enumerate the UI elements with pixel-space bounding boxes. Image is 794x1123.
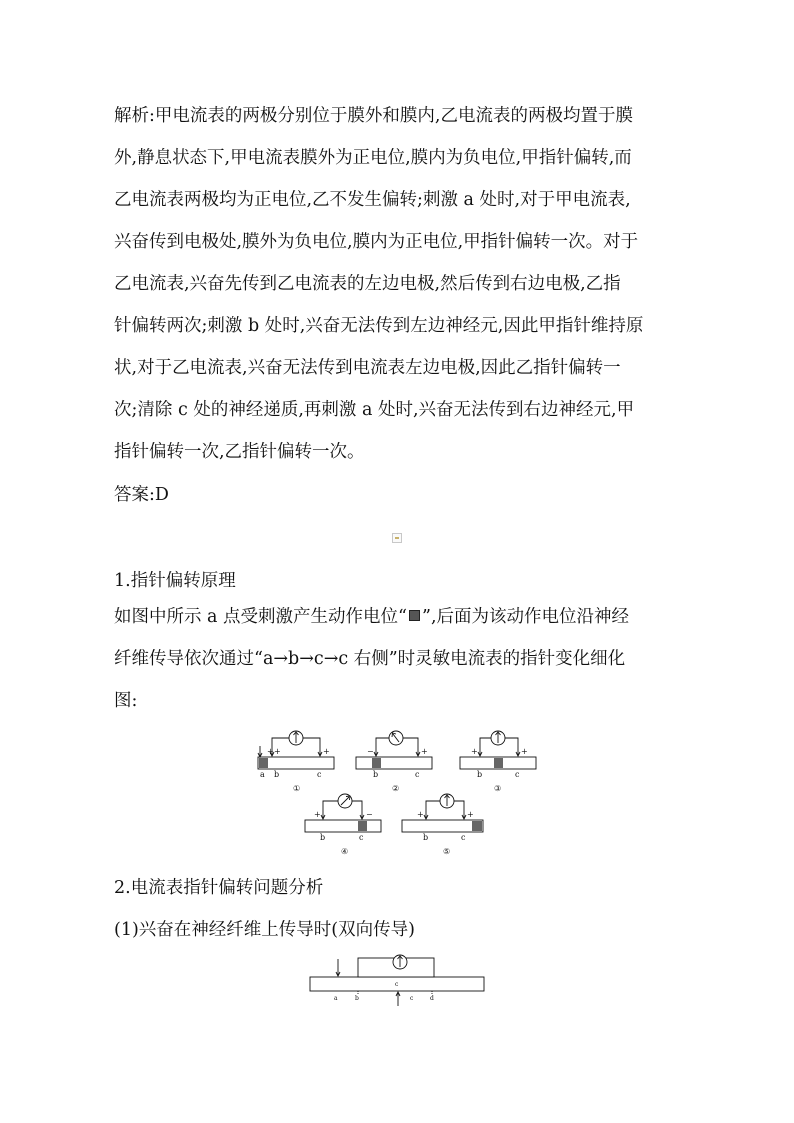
label-b: b [320,833,326,842]
label-c: c [461,833,466,842]
label-b: b [274,770,280,779]
label-b: b [423,833,429,842]
label-c: c [415,770,420,779]
section1-line: 纤维传导依次通过“a→b→c→c 右侧”时灵敏电流表的指针变化细化 [114,649,626,669]
section-heading-2: 2.电流表指针偏转问题分析 [114,878,324,898]
analysis-line: 解析:甲电流表的两极分别位于膜外和膜内,乙电流表的两极均置于膜 [114,106,633,126]
analysis-line: 兴奋传到电极处,膜外为负电位,膜内为正电位,甲指针偏转一次。对于 [114,232,639,252]
answer-text: 答案:D [114,485,169,505]
analysis-line: 外,静息状态下,甲电流表膜外为正电位,膜内为负电位,甲指针偏转,而 [114,148,632,168]
panel-label: ⑤ [443,847,451,856]
analysis-line: 乙电流表,兴奋先传到乙电流表的左边电极,然后传到右边电极,乙指 [114,274,621,294]
label-b: b [355,995,359,1002]
analysis-paragraph [114,95,686,473]
analysis-line: 乙电流表两极均为正电位,乙不发生偏转;刺激 a 处时,对于甲电流表, [114,190,631,210]
label-a: a [260,770,265,779]
label-c: c [317,770,322,779]
action-potential-square-icon [409,610,420,621]
analysis-line: 针偏转两次;刺激 b 处时,兴奋无法传到左边神经元,因此甲指针维持原 [114,316,644,336]
panel-label: ① [293,784,301,793]
panel-label: ③ [494,784,502,793]
label-c: c [515,770,520,779]
label-b: b [373,770,379,779]
sign-plus: + [417,810,424,819]
label-c: c [395,981,399,988]
sign-plus: + [521,747,528,756]
panel-label: ④ [341,847,349,856]
label-a: a [334,995,338,1002]
sign-plus: + [274,747,281,756]
subheading-1: (1)兴奋在神经纤维上传导时(双向传导) [114,920,415,940]
sign-plus: + [323,747,330,756]
section1-line [114,596,686,638]
sign-plus: + [471,747,478,756]
section1-line: 图: [114,691,138,711]
nerve-fiber-figure [300,950,500,1010]
image-placeholder-icon [392,533,402,543]
analysis-line: 指针偏转一次,乙指针偏转一次。 [114,442,365,462]
label-b: b [477,770,483,779]
label-c: c [359,833,364,842]
sign-minus: − [367,747,374,756]
section1-paragraph [114,596,686,722]
section-heading-1: 1.指针偏转原理 [114,571,236,591]
sign-plus: + [421,747,428,756]
sign-plus: + [267,747,274,756]
sign-plus: + [314,810,321,819]
section1-text: 如图中所示 a 点受刺激产生动作电位“ [114,607,408,627]
sign-plus: + [467,810,474,819]
analysis-line: 次;清除 c 处的神经递质,再刺激 a 处时,兴奋无法传到右边神经元,甲 [114,400,635,420]
panel-label: ② [392,784,400,793]
label-c: c [410,995,414,1002]
sign-minus: − [366,810,373,819]
analysis-line: 状,对于乙电流表,兴奋无法传到电流表左边电极,因此乙指针偏转一 [114,358,621,378]
pointer-deflection-figure [250,724,550,864]
label-d: d [430,995,434,1002]
section1-text: ”,后面为该动作电位沿神经 [422,607,630,627]
